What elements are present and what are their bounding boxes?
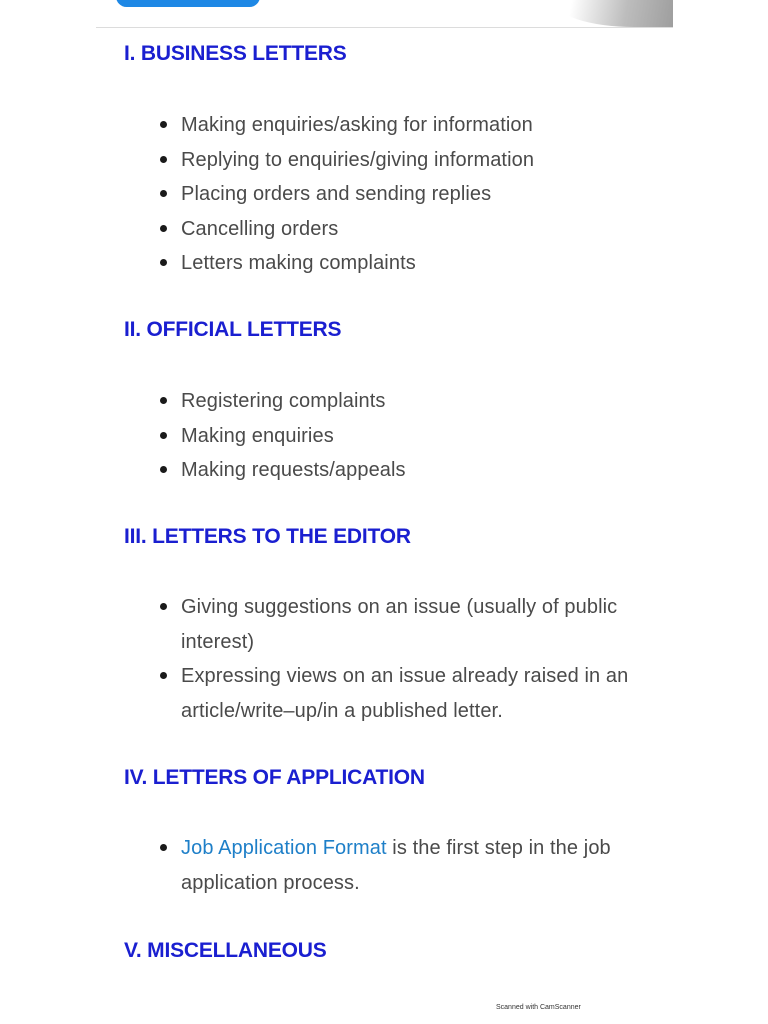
top-bar	[96, 0, 673, 28]
list-item	[160, 590, 641, 659]
list-item-text: Expressing views on an issue already raised in an article/write–up/in a published letter.	[181, 665, 629, 722]
list-item	[160, 659, 641, 728]
bullet-icon	[160, 156, 167, 163]
page-curl-shadow	[553, 0, 673, 27]
section-heading-letters-to-editor: III. LETTERS TO THE EDITOR	[124, 525, 411, 548]
bullet-icon	[160, 190, 167, 197]
list-item-text: Letters making complaints	[181, 252, 416, 274]
bullet-icon	[160, 603, 167, 610]
section-heading-letters-of-application: IV. LETTERS OF APPLICATION	[124, 766, 425, 789]
list-item	[160, 212, 534, 247]
job-application-format-link[interactable]: Job Application Format	[181, 837, 387, 859]
list-item-text: is the first step in the job application process.	[181, 837, 611, 894]
bullet-icon	[160, 466, 167, 473]
list-item-text: Making enquiries/asking for information	[181, 114, 533, 136]
bullet-icon	[160, 844, 167, 851]
list-item	[160, 453, 406, 488]
list-item-text: Replying to enquiries/giving information	[181, 148, 535, 171]
scanner-watermark: Scanned with CamScanner	[496, 1004, 581, 1011]
letters-to-editor-list	[160, 590, 641, 728]
bullet-icon	[160, 121, 167, 128]
list-item-text: Making enquiries	[181, 424, 334, 447]
section-heading-business-letters: I. BUSINESS LETTERS	[124, 42, 347, 65]
top-button[interactable]	[116, 0, 260, 7]
list-item	[160, 143, 534, 178]
bullet-icon	[160, 672, 167, 679]
bullet-icon	[160, 432, 167, 439]
list-item-text: Placing orders and sending replies	[181, 183, 492, 205]
section-heading-miscellaneous: V. MISCELLANEOUS	[124, 939, 327, 962]
list-item	[160, 384, 406, 419]
business-letters-list	[160, 108, 534, 281]
bullet-icon	[160, 259, 167, 266]
list-item-text: Registering complaints	[181, 390, 386, 412]
section-heading-official-letters: II. OFFICIAL LETTERS	[124, 318, 342, 341]
bullet-icon	[160, 397, 167, 404]
list-item	[160, 177, 534, 212]
list-item	[160, 831, 641, 900]
bullet-icon	[160, 225, 167, 232]
list-item	[160, 108, 534, 143]
list-item	[160, 419, 406, 454]
official-letters-list	[160, 384, 406, 488]
list-item	[160, 246, 534, 281]
list-item-text: Giving suggestions on an issue (usually of public interest)	[181, 596, 618, 653]
list-item-text: Making requests/appeals	[181, 459, 406, 481]
list-item-text: Cancelling orders	[181, 217, 339, 240]
letters-of-application-list	[160, 831, 641, 900]
